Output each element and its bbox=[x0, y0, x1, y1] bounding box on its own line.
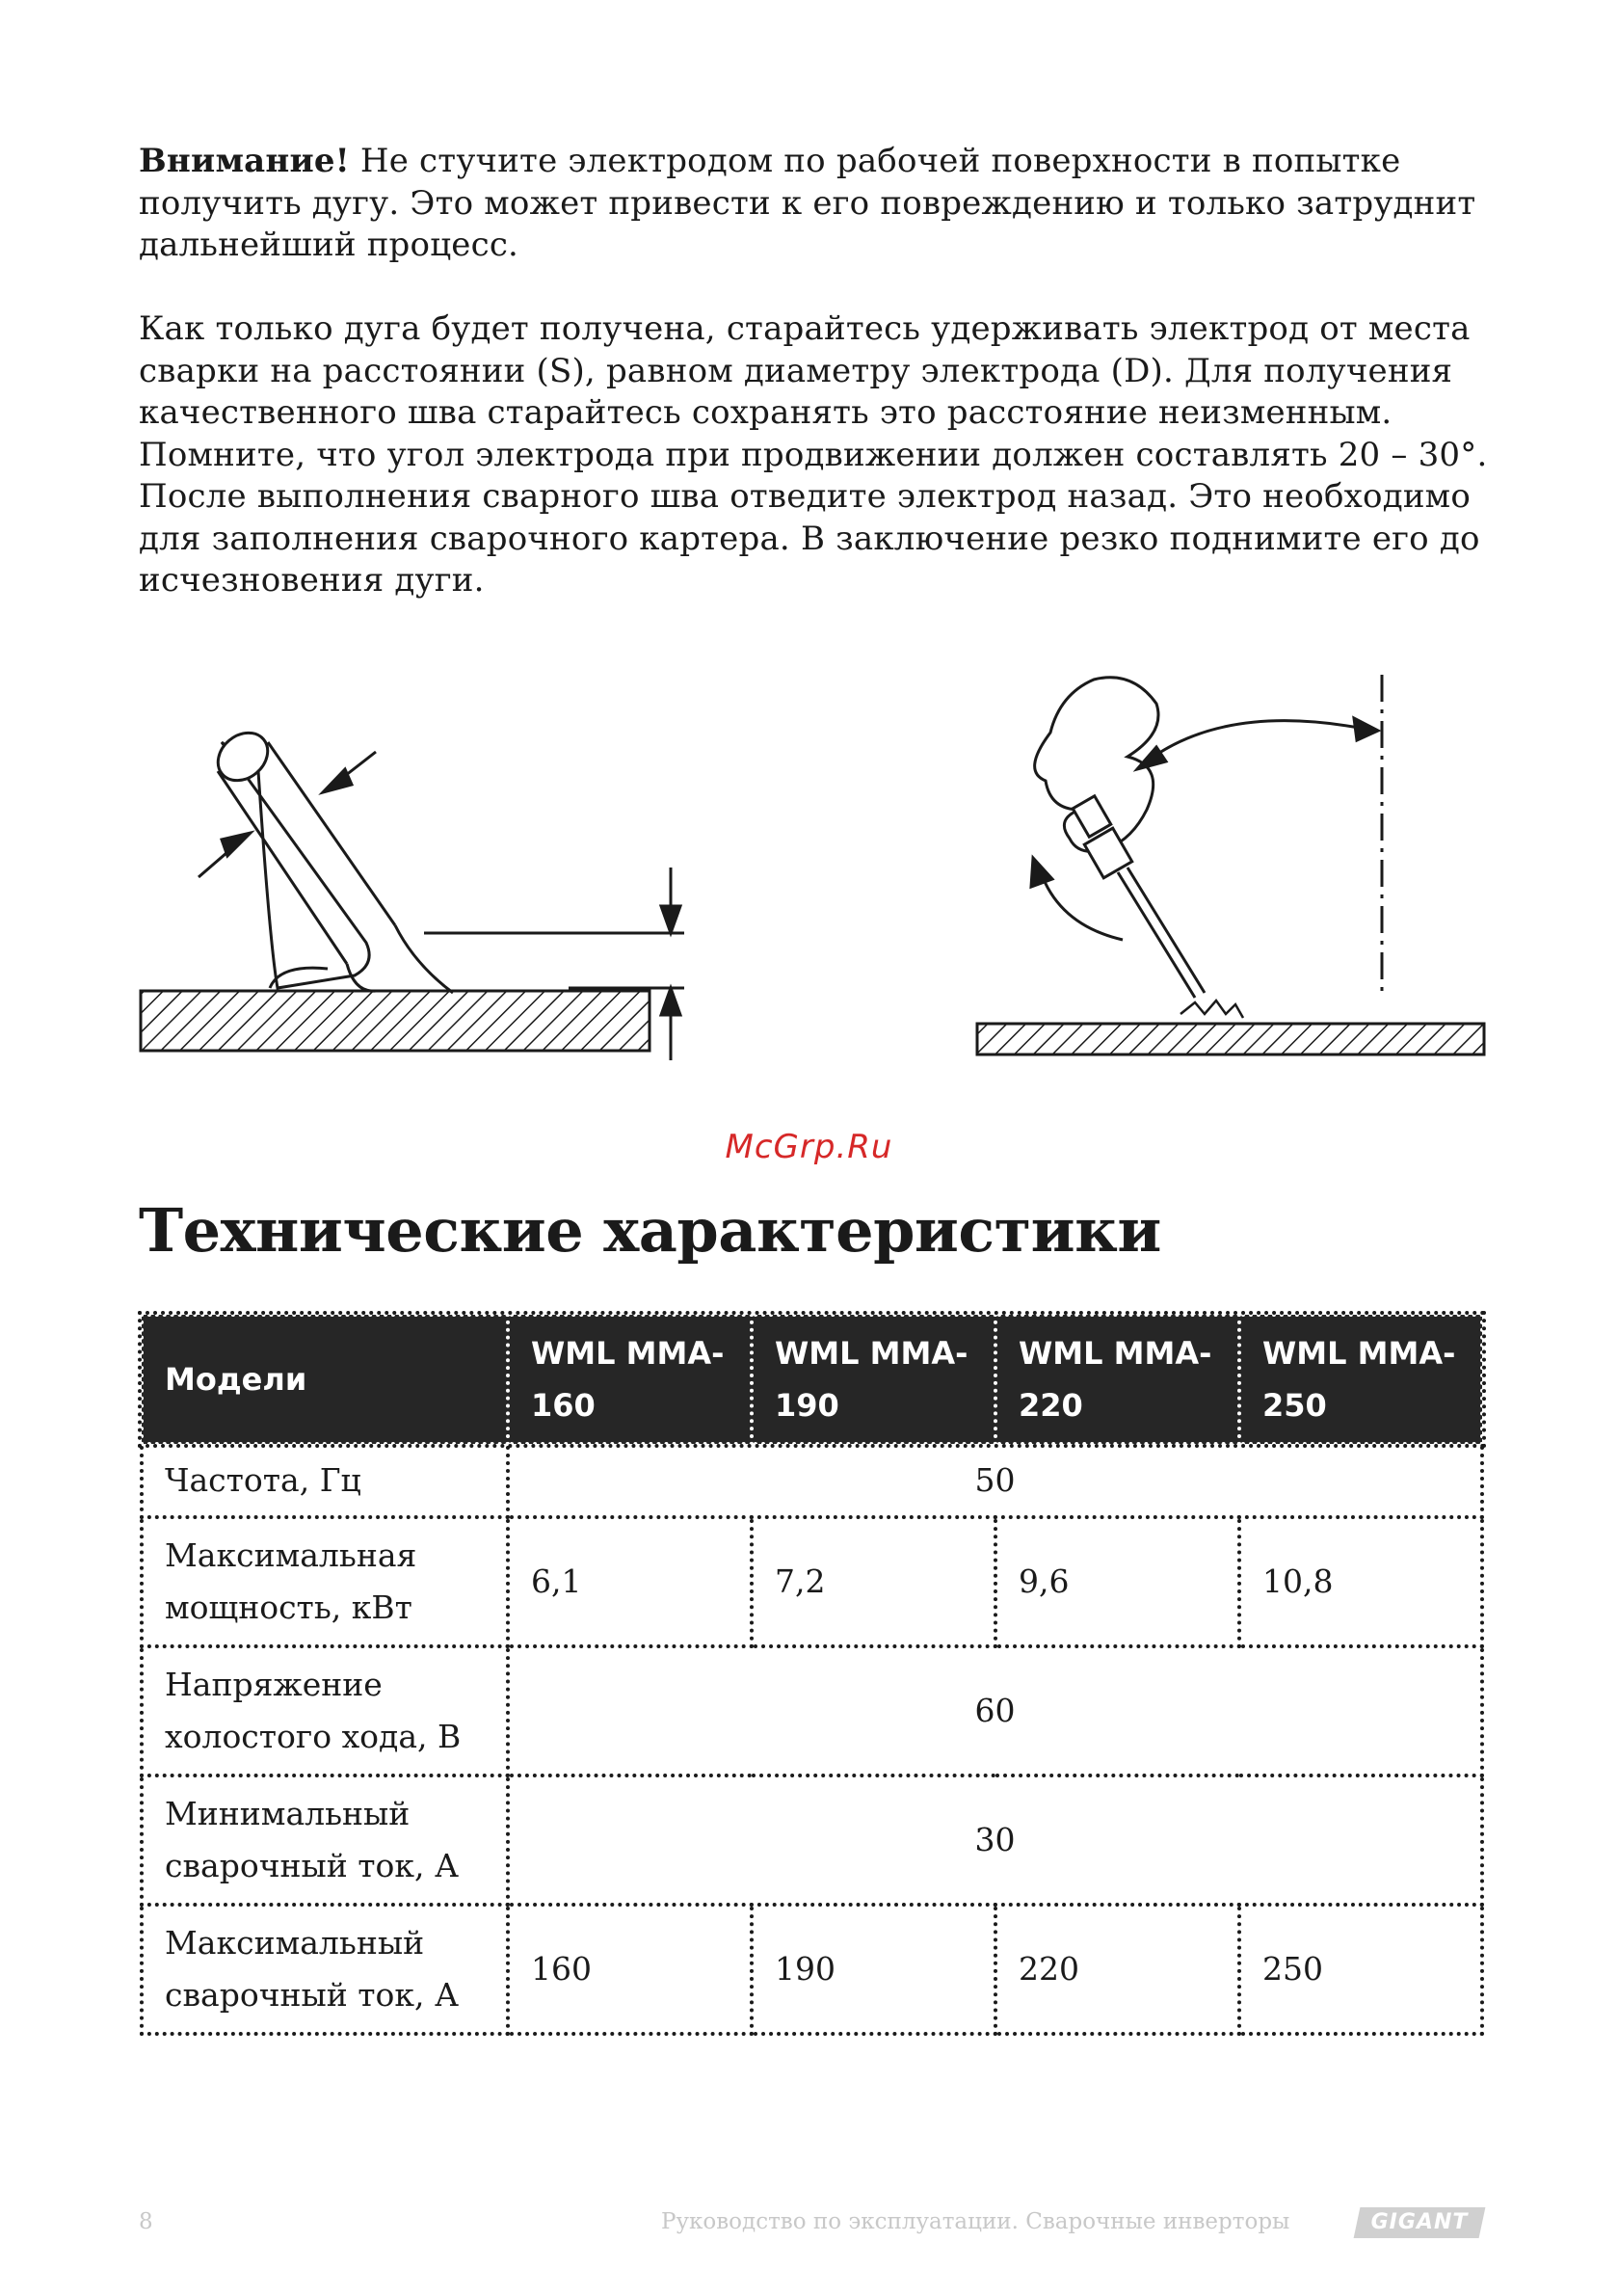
row-label: Частота, Гц bbox=[142, 1444, 508, 1517]
table-row bbox=[142, 1775, 1482, 1905]
footer-title: Руководство по эксплуатации. Сварочные инверторы bbox=[661, 2209, 1290, 2234]
row-value: 190 bbox=[752, 1905, 995, 2034]
row-value: 7,2 bbox=[752, 1517, 995, 1646]
row-value: 50 bbox=[508, 1444, 1482, 1517]
row-value: 160 bbox=[508, 1905, 752, 2034]
row-value: 6,1 bbox=[508, 1517, 752, 1646]
table-row bbox=[142, 1517, 1482, 1646]
row-value: 250 bbox=[1239, 1905, 1482, 2034]
header-model: WML MMA-250 bbox=[1239, 1315, 1482, 1444]
row-value: 30 bbox=[508, 1775, 1482, 1905]
arc-sparks bbox=[1180, 1001, 1243, 1018]
electrode bbox=[1118, 868, 1205, 998]
brand-logo bbox=[1354, 2207, 1486, 2238]
row-label: Максимальная мощность, кВт bbox=[142, 1517, 508, 1646]
specifications-table bbox=[140, 1313, 1484, 2036]
row-label: Напряжение холостого хода, В bbox=[142, 1646, 508, 1775]
electrode-rod bbox=[208, 723, 491, 993]
header-model: WML MMA-160 bbox=[508, 1315, 752, 1444]
table-row bbox=[142, 1646, 1482, 1775]
table-header-row bbox=[142, 1315, 1482, 1444]
table-row bbox=[142, 1444, 1482, 1517]
electrode-angle-diagram bbox=[964, 665, 1494, 1060]
row-value: 10,8 bbox=[1239, 1517, 1482, 1646]
table-row bbox=[142, 1905, 1482, 2034]
header-models-label: Модели bbox=[142, 1315, 508, 1444]
hand-holder bbox=[1035, 678, 1158, 878]
row-label: Максимальный сварочный ток, А bbox=[142, 1905, 508, 2034]
page-footer bbox=[0, 2209, 1618, 2248]
header-model: WML MMA-220 bbox=[995, 1315, 1239, 1444]
row-value: 60 bbox=[508, 1646, 1482, 1775]
angle-arrow bbox=[1137, 718, 1378, 769]
brand-logo-text: GIGANT bbox=[1370, 2210, 1469, 2234]
section-title: Технические характеристики bbox=[139, 1195, 1161, 1266]
warning-label: Внимание! bbox=[139, 142, 350, 180]
instructions-text: Как только дуга будет получена, старайтесь удерживать электрод от места сварки на расстоянии (S), равном диаметру электрода (D). Для получения качественного шва старайтесь сохранять это расстояние неизменным. Помните, что угол электрода при продвижении должен составлять 20 – 30°. После выполнения сварного шва отведите электрод назад. Это необходимо для заполнения сварочного картера. В заключение резко поднимите его до исчезновения дуги. bbox=[139, 309, 1488, 600]
warning-paragraph bbox=[139, 141, 1488, 267]
electrode-distance-diagram bbox=[135, 675, 703, 1080]
workpiece-plate bbox=[977, 1024, 1484, 1055]
warning-text: Не стучите электродом по рабочей поверхности в попытке получить дугу. Это может привести к его повреждению и только затруднит дальнейший процесс. bbox=[139, 142, 1476, 264]
workpiece-plate bbox=[141, 991, 650, 1051]
row-value: 220 bbox=[995, 1905, 1239, 2034]
row-label: Минимальный сварочный ток, А bbox=[142, 1775, 508, 1905]
watermark: McGrp.Ru bbox=[725, 1128, 893, 1166]
page-number: 8 bbox=[139, 2209, 153, 2234]
instructions-paragraph bbox=[139, 308, 1488, 602]
row-value: 9,6 bbox=[995, 1517, 1239, 1646]
header-model: WML MMA-190 bbox=[752, 1315, 995, 1444]
